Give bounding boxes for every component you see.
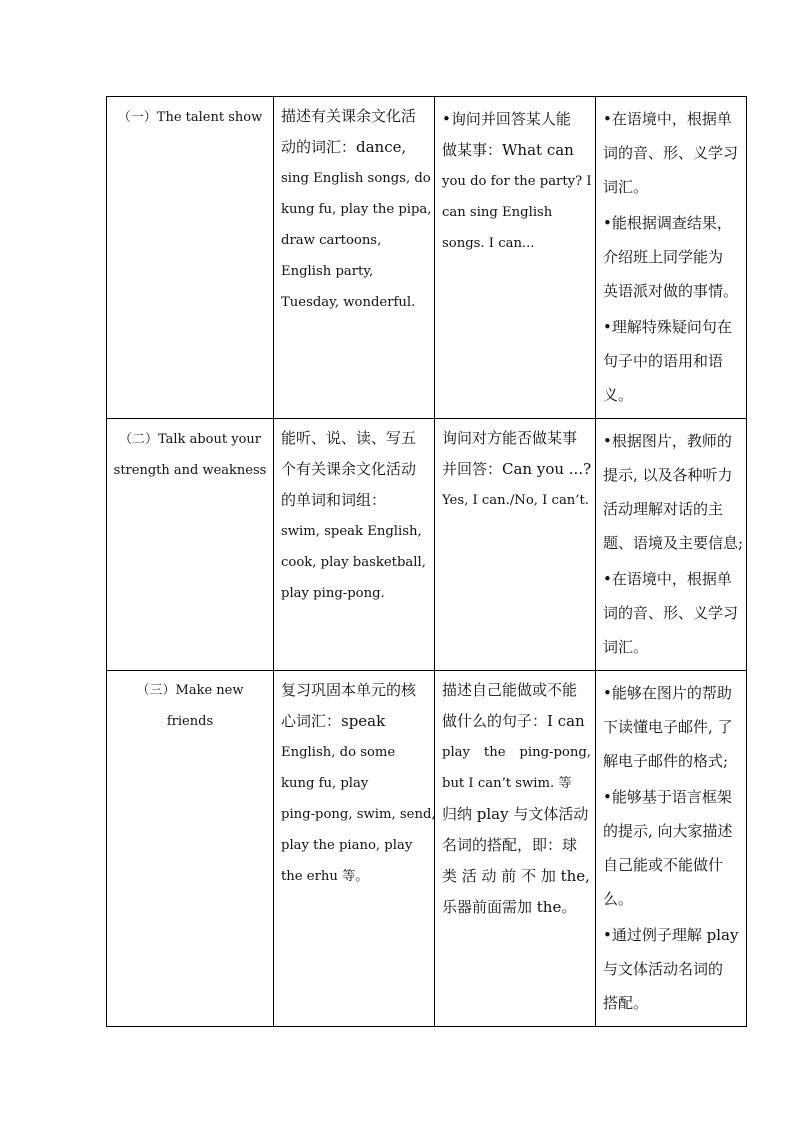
vocabulary-cell [274,97,435,419]
sentence-line: 归纳 play 与文体活动 [442,805,589,823]
vocabulary-line: 复习巩固本单元的核 [281,681,417,699]
sentence-line: but I can’t swim. 等 [442,776,572,791]
goal-item [603,424,742,560]
goal-item [603,102,742,204]
vocabulary-line: swim, speak English, [281,524,422,539]
vocabulary-line: 动的词汇：dance, [281,138,407,156]
vocabulary-line: play the piano, play [281,838,413,853]
sentence-line: 类 活 动 前 不 加 the, [442,867,590,885]
sentence-line: you do for the party? I [442,174,592,189]
lesson-title-cell [107,671,274,1027]
vocabulary-line: cook, play basketball, [281,555,426,570]
sentence-line: 名词的搭配，即：球 [442,836,578,854]
sentence-line: can sing English [442,205,553,220]
lesson-title: （二）Talk about your [119,432,261,447]
goal-item [603,676,742,778]
goal-line: 词汇。 [603,638,649,656]
vocabulary-line: Tuesday, wonderful. [281,295,416,310]
goals-cell [596,419,747,671]
lesson-title-cell [107,419,274,671]
lesson-plan-table [106,96,747,1027]
goal-line: 词的音、形、义学习 [603,604,739,622]
vocabulary-cell [274,671,435,1027]
goal-line: 词汇。 [603,178,649,196]
goals-cell [596,97,747,419]
table-row [107,97,747,419]
lesson-title: （三）Make new [136,683,244,698]
sentence-line: 做什么的句子：I can [442,712,585,730]
sentence-line: Yes, I can./No, I can’t. [442,493,589,508]
vocabulary-line: 的单词和词组： [281,491,387,509]
goal-item [603,206,742,308]
vocabulary-line: 描述有关课余文化活 [281,107,417,125]
vocabulary-line: sing English songs, do [281,171,431,186]
goal-item [603,562,742,664]
goal-line: •能根据调查结果， [603,214,732,232]
goal-line: 英语派对做的事情。 [603,282,739,300]
vocabulary-line: draw cartoons, [281,233,382,248]
vocabulary-line: English party, [281,264,374,279]
goal-item [603,780,742,916]
sentence-cell [435,419,596,671]
vocabulary-line: 能听、说、读、写五 [281,429,417,447]
sentence-cell [435,671,596,1027]
goal-line: •在语境中，根据单 [603,570,732,588]
goal-line: 自己能或不能做什 [603,856,724,874]
lesson-title: strength and weakness [113,463,267,478]
sentence-line: play the ping-pong, [442,745,591,760]
goal-line: 搭配。 [603,994,649,1012]
goal-line: •能够基于语言框架 [603,788,732,806]
goal-line: •理解特殊疑问句在 [603,318,732,336]
vocabulary-line: play ping-pong. [281,586,385,601]
vocabulary-line: 心词汇：speak [281,712,386,730]
goal-line: 介绍班上同学能为 [603,248,724,266]
table-row [107,419,747,671]
goal-line: 解电子邮件的格式; [603,752,729,770]
sentence-line: songs. I can... [442,236,535,251]
goal-line: 句子中的语用和语 [603,352,724,370]
sentence-cell [435,97,596,419]
goal-item [603,918,742,1020]
sentence-line: 做某事：What can [442,141,574,159]
table-row [107,671,747,1027]
sentence-line: 描述自己能做或不能 [442,681,578,699]
lesson-title: friends [166,714,214,729]
sentence-line: •询问并回答某人能 [442,110,571,128]
sentence-line: 并回答：Can you ...? [442,460,592,478]
goal-line: 词的音、形、义学习 [603,144,739,162]
goal-item [603,310,742,412]
goals-cell [596,671,747,1027]
goal-line: •能够在图片的帮助 [603,684,732,702]
sentence-line: 询问对方能否做某事 [442,429,578,447]
goal-line: 么。 [603,890,634,908]
goal-line: 与文体活动名词的 [603,960,724,978]
lesson-title: （一）The talent show [117,110,263,125]
goal-line: 提示, 以及各种听力 [603,466,733,484]
goal-line: 下读懂电子邮件, 了 [603,718,733,736]
vocabulary-line: kung fu, play [281,776,369,791]
vocabulary-line: English, do some [281,745,396,760]
lesson-title-cell [107,97,274,419]
vocabulary-line: 个有关课余文化活动 [281,460,417,478]
goal-line: 的提示, 向大家描述 [603,822,733,840]
sentence-line: 乐器前面需加 the。 [442,898,577,916]
goal-line: 义。 [603,386,634,404]
goal-line: 题、语境及主要信息; [603,534,744,552]
vocabulary-line: the erhu 等。 [281,869,369,884]
goal-line: •根据图片，教师的 [603,432,732,450]
goal-line: •在语境中，根据单 [603,110,732,128]
vocabulary-cell [274,419,435,671]
vocabulary-line: kung fu, play the pipa, [281,202,432,217]
goal-line: 活动理解对话的主 [603,500,724,518]
vocabulary-line: ping-pong, swim, send, [281,807,436,822]
goal-line: •通过例子理解 play [603,926,739,944]
